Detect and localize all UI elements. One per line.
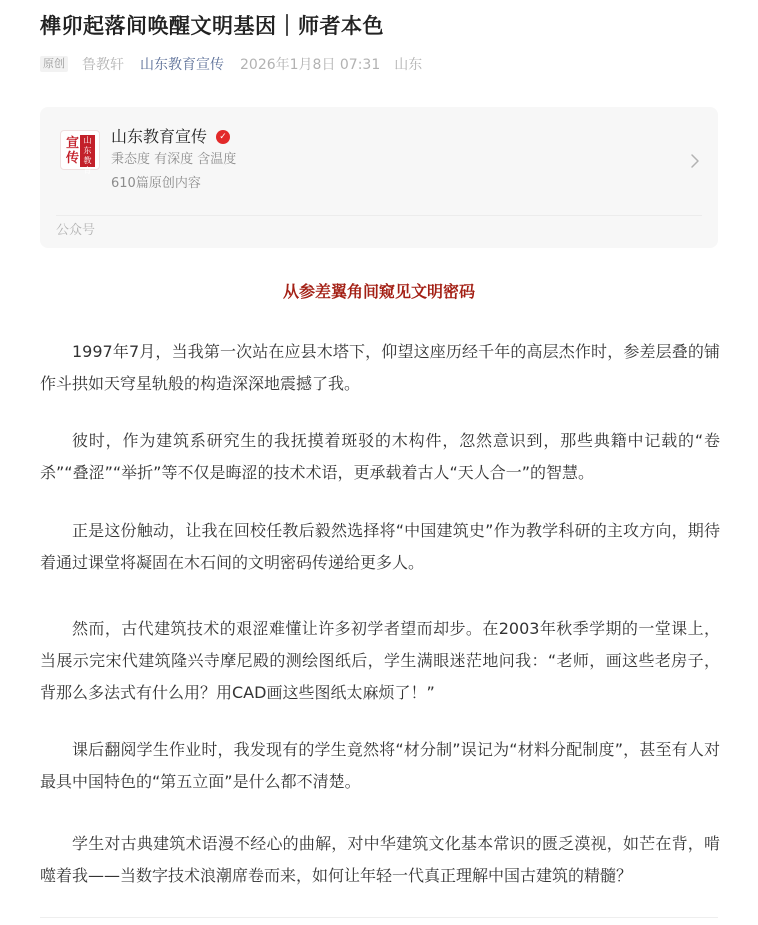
content-divider	[40, 917, 718, 918]
account-avatar[interactable]	[60, 130, 100, 175]
original-badge: 原创	[40, 56, 68, 72]
article-title: 榫卯起落间唤醒文明基因｜师者本色	[40, 14, 384, 38]
article-paragraph: 正是这份触动，让我在回校任教后毅然选择将“中国建筑史”作为教学科研的主攻方向，期待着通过课堂将凝固在木石间的文明密码传递给更多人。	[40, 521, 720, 572]
avatar-text-right: 山东教育	[80, 135, 95, 167]
article-paragraph: 彼时，作为建筑系研究生的我抚摸着斑驳的木构件，忽然意识到，那些典籍中记载的“卷杀”“叠涩”“举折”等不仅是晦涩的技术术语，更承载着古人“天人合一”的智慧。	[40, 431, 720, 482]
account-name-link[interactable]: 山东教育宣传	[140, 57, 224, 73]
section-heading: 从参差翼角间窥见文明密码	[282, 282, 475, 301]
article-meta	[40, 53, 422, 75]
author-name: 鲁教轩	[82, 57, 124, 73]
original-count: 610篇原创内容	[111, 176, 201, 191]
account-slogan: 秉态度 有深度 含温度	[111, 152, 237, 167]
card-footer-label: 公众号	[56, 223, 96, 238]
account-profile-card[interactable]	[40, 107, 718, 248]
account-card-name[interactable]: 山东教育宣传	[111, 127, 208, 146]
card-divider	[56, 215, 702, 216]
publish-time: 2026年1月8日 07:31	[240, 57, 381, 73]
publish-location: 山东	[394, 57, 423, 73]
chevron-right-icon[interactable]	[690, 153, 700, 169]
article-paragraph: 学生对古典建筑术语漫不经心的曲解，对中华建筑文化基本常识的匮乏漠视，如芒在背，啃噬着我——当数字技术浪潮席卷而来，如何让年轻一代真正理解中国古建筑的精髓？	[40, 834, 720, 885]
article-paragraph: 1997年7月，当我第一次站在应县木塔下，仰望这座历经千年的高层杰作时，参差层叠的铺作斗拱如天穹星轨般的构造深深地震撼了我。	[40, 342, 720, 393]
article-paragraph: 然而，古代建筑技术的艰涩难懂让许多初学者望而却步。在2003年秋季学期的一堂课上，当展示完宋代建筑隆兴寺摩尼殿的测绘图纸后，学生满眼迷茫地问我：“老师，画这些老房子，背那么多法式有什么用？用CAD画这些图纸太麻烦了！”	[40, 619, 720, 702]
article-paragraph: 课后翻阅学生作业时，我发现有的学生竟然将“材分制”误记为“材料分配制度”，甚至有人对最具中国特色的“第五立面”是什么都不清楚。	[40, 740, 720, 791]
verified-badge-icon: ✓	[216, 130, 230, 144]
avatar-text-left: 宣传	[65, 136, 79, 166]
